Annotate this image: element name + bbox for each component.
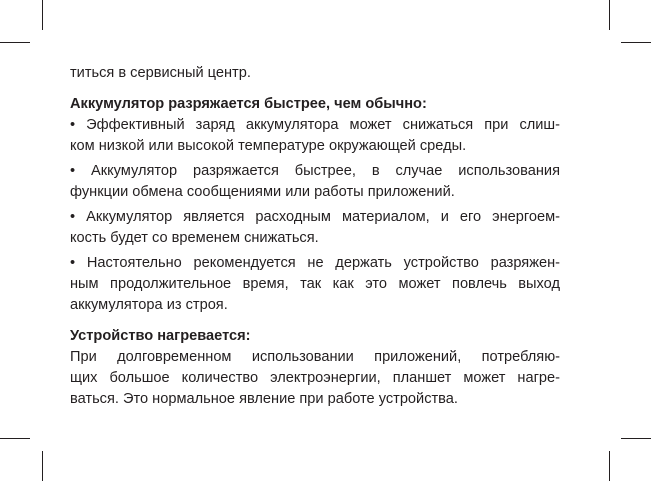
crop-mark-top-right (621, 42, 651, 43)
bullet-item: • Аккумулятор разряжается быстрее, в случае использования функции обмена сообщениями или работы приложений. (70, 163, 560, 200)
crop-mark-top-left (42, 0, 43, 30)
bullet-item: • Настоятельно рекомендуется не держать устройство разряжен- ным продолжительное время, так как это может повлечь выход аккумулятора из строя. (70, 255, 560, 313)
crop-mark-bottom-left (42, 451, 43, 481)
intro-text: титься в сервисный центр. (70, 65, 251, 81)
crop-mark-top-right (609, 0, 610, 30)
bullet-item: • Эффективный заряд аккумулятора может снижаться при слиш- ком низкой или высокой температуре окружающей среды. (70, 117, 560, 154)
section-heading-battery: Аккумулятор разряжается быстрее, чем обычно: (70, 96, 427, 112)
crop-mark-bottom-right (609, 451, 610, 481)
crop-mark-bottom-left (0, 438, 30, 439)
bullet-item: • Аккумулятор является расходным материалом, и его энергоем- кость будет со временем снижаться. (70, 209, 560, 246)
crop-mark-top-left (0, 42, 30, 43)
section-heading-heating: Устройство нагревается: (70, 328, 251, 344)
crop-mark-bottom-right (621, 438, 651, 439)
document-body (70, 63, 560, 410)
heating-paragraph: При долговременном использовании приложений, потребляю- щих большое количество электроэнергии, планшет может нагре- ваться. Это нормальное явление при работе устройства. (70, 349, 560, 407)
